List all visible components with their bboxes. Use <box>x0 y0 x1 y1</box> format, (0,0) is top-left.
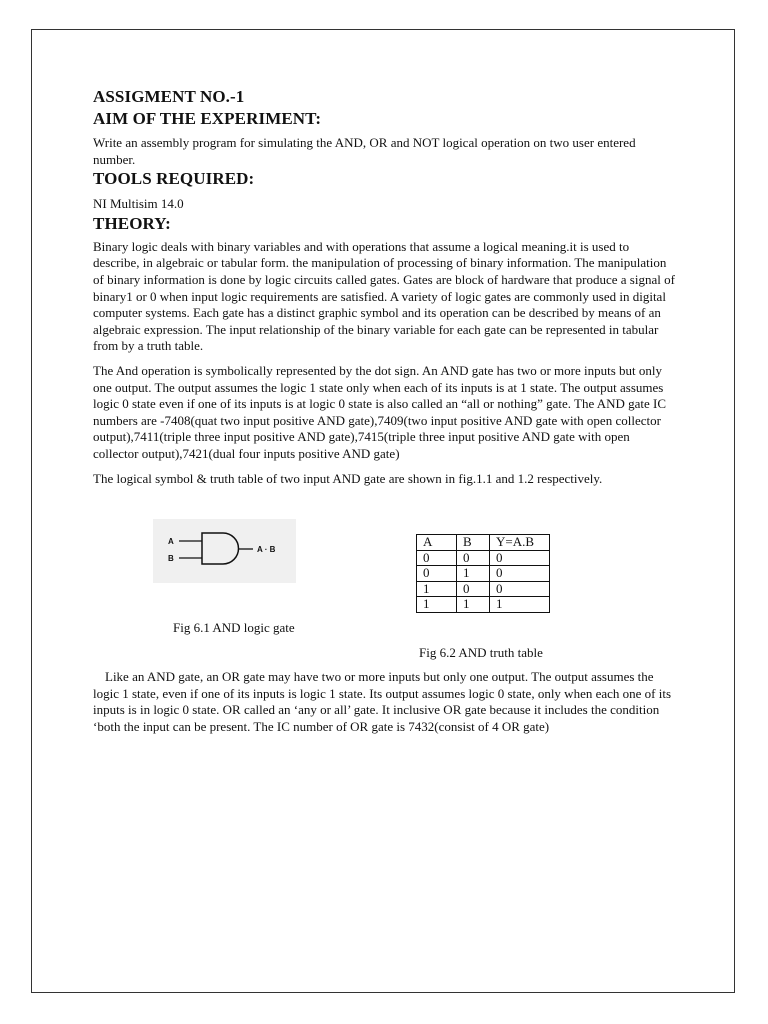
table-header-row <box>417 535 550 551</box>
and-gate-figure <box>153 519 296 583</box>
figure-2-caption: Fig 6.2 AND truth table <box>419 645 543 661</box>
header-b: B <box>457 535 490 551</box>
table-cell: 1 <box>417 597 457 613</box>
tools-text: NI Multisim 14.0 <box>93 196 184 212</box>
theory-paragraph-3: The logical symbol & truth table of two input AND gate are shown in fig.1.1 and 1.2 respectively. <box>93 470 603 486</box>
table-cell: 0 <box>417 550 457 566</box>
gate-input-a: A <box>168 537 174 547</box>
or-gate-paragraph: Like an AND gate, an OR gate may have two or more inputs but only one output. The output assumes the logic 1 state, even if one of its inputs is logic 1 state. Its output assumes logic 0 state, only when each one of its inputs is in logic 0 state. OR called an ‘any or all’ gate. It inclusive OR gate because it includes the condition ‘both the input can be present. The IC number of OR gate is 7432(consist of 4 OR gate) <box>93 669 672 734</box>
header-y: Y=A.B <box>490 535 550 551</box>
table-cell: 1 <box>490 597 550 613</box>
figures-row <box>93 487 678 661</box>
header-a: A <box>417 535 457 551</box>
truth-table <box>416 534 550 613</box>
table-cell: 0 <box>417 566 457 582</box>
and-gate-icon <box>153 519 296 583</box>
table-cell: 0 <box>490 581 550 597</box>
theory-paragraph-1: Binary logic deals with binary variables and with operations that assume a logical meaning.it is used to describe, in algebraic or tabular form. the manipulation of processing of binary information. The manipulation of binary information is done by logic circuits called gates. Gates are block of hardware that produce a signal of binary1 or 0 when input logic requirements are satisfied. A variety of logic gates are commonly used in digital computer systems. Each gate has a distinct graphic symbol and its operation can be described by means of an algebraic expression. The input relationship of the binary variable for each gate can be represented in tabular from by a truth table. <box>93 238 675 354</box>
assignment-heading: ASSIGMENT NO.-1 <box>93 87 245 106</box>
table-row <box>417 566 550 582</box>
table-cell: 0 <box>490 566 550 582</box>
table-cell: 1 <box>457 597 490 613</box>
table-cell: 1 <box>457 566 490 582</box>
figure-1-caption: Fig 6.1 AND logic gate <box>173 620 295 636</box>
theory-paragraph-2: The And operation is symbolically represented by the dot sign. An AND gate has two or more inputs but only one output. The output assumes the logic 1 state only when each of its inputs is at 1 state. The output assumes logic 0 state even if one of its inputs is at logic 0 state is also called an “all or nothing” gate. The AND gate IC numbers are -7408(quat two input positive AND gate),7409(two input positive AND gate with open collector output),7411(triple three input positive AND gate),7415(triple three input positive AND gate with open collector output),7421(dual four inputs positive AND gate) <box>93 362 667 461</box>
gate-input-b: B <box>168 554 174 564</box>
table-row <box>417 581 550 597</box>
table-cell: 0 <box>457 581 490 597</box>
gate-output: A · B <box>257 545 276 555</box>
table-cell: 0 <box>457 550 490 566</box>
aim-text: Write an assembly program for simulating the AND, OR and NOT logical operation on two user entered number. <box>93 135 636 167</box>
aim-title: AIM OF THE EXPERIMENT: <box>93 109 322 128</box>
table-cell: 1 <box>417 581 457 597</box>
theory-title: THEORY: <box>93 213 171 233</box>
table-row <box>417 597 550 613</box>
table-row <box>417 550 550 566</box>
tools-title: TOOLS REQUIRED: <box>93 169 255 189</box>
document-content <box>93 86 678 735</box>
table-cell: 0 <box>490 550 550 566</box>
